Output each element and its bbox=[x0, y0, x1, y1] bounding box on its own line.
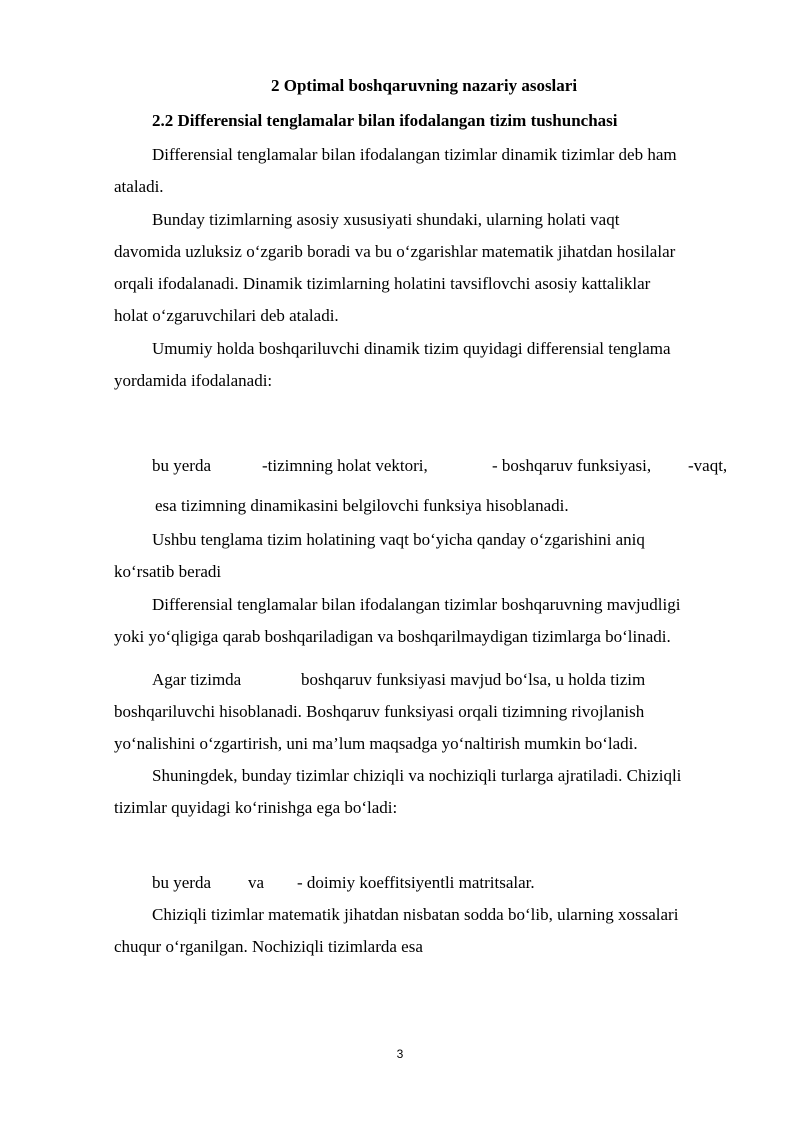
chapter-heading: 2 Optimal boshqaruvning nazariy asoslari bbox=[271, 76, 578, 95]
paragraph-3-line-1: Umumiy holda boshqariluvchi dinamik tizim quyidagi differensial tenglama bbox=[152, 339, 671, 358]
matrices-definition: - doimiy koeffitsiyentli matritsalar. bbox=[297, 873, 535, 892]
matrices-va: va bbox=[248, 873, 265, 892]
definition-time: -vaqt, bbox=[688, 456, 728, 475]
paragraph-7-rest: boshqaruv funksiyasi mavjud bo‘lsa, u holda tizim bbox=[301, 670, 646, 689]
paragraph-2-line-3: orqali ifodalanadi. Dinamik tizimlarning holatini tavsiflovchi asosiy kattaliklar bbox=[114, 274, 651, 293]
paragraph-5-line-1: Ushbu tenglama tizim holatining vaqt bo‘yicha qanday o‘zgarishini aniq bbox=[152, 530, 645, 549]
paragraph-7-line-2: boshqariluvchi hisoblanadi. Boshqaruv funksiyasi orqali tizimning rivojlanish bbox=[114, 702, 645, 721]
paragraph-10-line-1: Chiziqli tizimlar matematik jihatdan nisbatan sodda bo‘lib, ularning xossalari bbox=[152, 905, 679, 924]
paragraph-2-line-4: holat o‘zgaruvchilari deb ataladi. bbox=[114, 306, 339, 325]
paragraph-8-line-2: tizimlar quyidagi ko‘rinishga ega bo‘ladi: bbox=[114, 798, 398, 817]
matrices-bu-yerda: bu yerda bbox=[152, 873, 212, 892]
paragraph-6-line-2: yoki yo‘qligiga qarab boshqariladigan va boshqarilmaydigan tizimlarga bo‘linadi. bbox=[114, 627, 671, 646]
paragraph-3-line-2: yordamida ifodalanadi: bbox=[114, 371, 273, 390]
paragraph-8-line-1: Shuningdek, bunday tizimlar chiziqli va nochiziqli turlarga ajratiladi. Chiziqli bbox=[152, 766, 682, 785]
definition-state-vector: -tizimning holat vektori, bbox=[262, 456, 428, 475]
paragraph-7-line-3: yo‘nalishini o‘zgartirish, uni ma’lum maqsadga yo‘naltirish mumkin bo‘ladi. bbox=[114, 734, 638, 753]
definition-bu-yerda: bu yerda bbox=[152, 456, 212, 475]
paragraph-1-line-1: Differensial tenglamalar bilan ifodalangan tizimlar dinamik tizimlar deb ham bbox=[152, 145, 677, 164]
definition-control-function: - boshqaruv funksiyasi, bbox=[492, 456, 652, 475]
paragraph-7-agar: Agar tizimda bbox=[152, 670, 242, 689]
page-number: 3 bbox=[396, 1047, 404, 1061]
paragraph-5-line-2: ko‘rsatib beradi bbox=[114, 562, 222, 581]
paragraph-6-line-1: Differensial tenglamalar bilan ifodalangan tizimlar boshqaruvning mavjudligi bbox=[152, 595, 681, 614]
paragraph-2-line-1: Bunday tizimlarning asosiy xususiyati shundaki, ularning holati vaqt bbox=[152, 210, 620, 229]
definition-line-2: esa tizimning dinamikasini belgilovchi funksiya hisoblanadi. bbox=[155, 496, 569, 515]
section-heading: 2.2 Differensial tenglamalar bilan ifodalangan tizim tushunchasi bbox=[152, 111, 618, 130]
paragraph-10-line-2: chuqur o‘rganilgan. Nochiziqli tizimlarda esa bbox=[114, 937, 423, 956]
paragraph-1-line-2: ataladi. bbox=[114, 177, 164, 196]
paragraph-2-line-2: davomida uzluksiz o‘zgarib boradi va bu o‘zgarishlar matematik jihatdan hosilalar bbox=[114, 242, 676, 261]
